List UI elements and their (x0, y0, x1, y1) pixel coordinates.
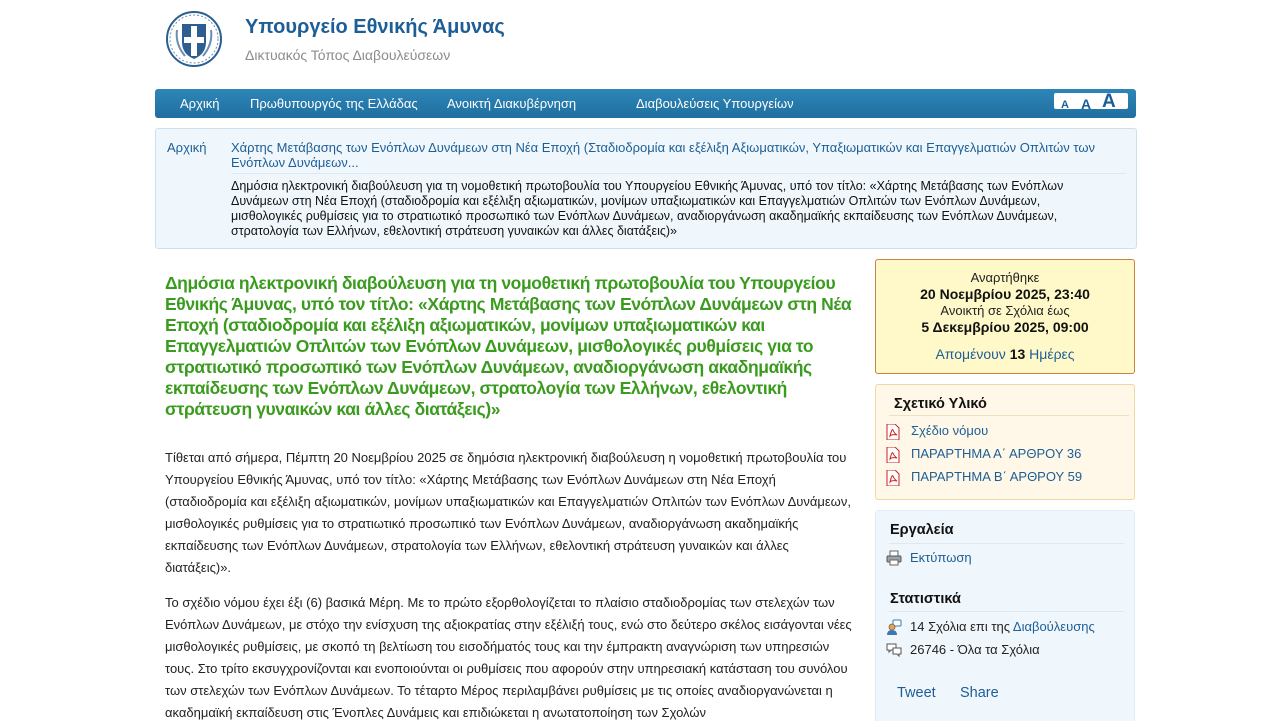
open-until-date: 5 Δεκεμβρίου 2025, 09:00 (921, 319, 1089, 335)
pdf-icon (886, 470, 900, 486)
site-header (165, 10, 1125, 70)
greek-coat-of-arms-icon[interactable] (165, 10, 223, 68)
body-paragraph: Το σχέδιο νόμου έχει έξι (6) βασικά Μέρη. Με το πρώτο εξορθολογίζεται το πλαίσιο σταδιοδρομίας των στελεχών των Ενόπλων Δυνάμεων, με στόχο την ενίσχυση της αξιοκρατίας στην εξέλιξή τους, ενώ στο δεύτερο σκέλος εισάγονται νέες μισθολογικές ρυθμίσεις, με σκοπό τη βελτίωση του εισοδήματός τους και την έμπρακτη αναγνώριση των υπηρεσιών τους. Στο τρίτο εκσυγχρονίζονται και ενοποιούνται οι ρυθμίσεις που αφορούν στην υπηρεσιακή κατάσταση του συνόλου των στελεχών των Ενόπλων Δυνάμεων. Το τέταρτο Μέρος περιλαμβάνει ρυθμίσεις με τις οποίες αναδιοργανώνεται η ακαδημαϊκή εκπαίδευση στις Ένοπλες Δυνάμεις και επιδιώκεται η ανωτατοποίηση των Σχολών (165, 595, 852, 720)
speech-bubbles-icon (886, 642, 902, 658)
breadcrumb-home-link[interactable]: Αρχική (167, 140, 207, 155)
days-remaining (876, 346, 1134, 362)
breadcrumb-divider (231, 173, 1126, 174)
consultation-comments-link[interactable]: Διαβούλευσης (1012, 619, 1095, 634)
open-until-label: Ανοικτή σε Σχόλια έως (940, 303, 1070, 318)
posted-label: Αναρτήθηκε (970, 270, 1040, 285)
font-size-selector (1054, 91, 1128, 112)
site-title[interactable]: Υπουργείο Εθνικής Άμυνας (245, 16, 505, 38)
statistics-divider (889, 611, 1124, 612)
user-comment-icon (886, 619, 902, 635)
nav-item-prime-minister[interactable]: Πρωθυπουργός της Ελλάδας (250, 96, 418, 111)
font-size-medium-button[interactable]: A (1081, 96, 1092, 112)
consultation-dates-box (875, 259, 1135, 374)
tools-divider (889, 543, 1124, 544)
body-paragraph: Τίθεται από σήμερα, Πέμπτη 20 Νοεμβρίου 2025 σε δημόσια ηλεκτρονική διαβούλευση η νομοθετική πρωτοβουλία του Υπουργείου Εθνικής Άμυνας, υπό τον τίτλο: «Χάρτης Μετάβασης των Ενόπλων Δυνάμεων στη Νέα Εποχή (σταδιοδρομία και εξέλιξη αξιωματικών, μονίμων υπαξιωματικών και Επαγγελματιών Οπλιτών των Ενόπλων Δυνάμεων, μισθολογικές ρυθμίσεις για το στρατιωτικό προσωπικό των Ενόπλων Δυνάμεων, αναδιοργάνωση ακαδημαϊκής εκπαίδευσης των Ενόπλων Δυνάμεων, στρατολογία των Ελλήνων, εθελοντική στράτευση γυναικών και άλλες διατάξεις)». (165, 450, 851, 575)
related-divider (889, 415, 1129, 416)
posted-date: 20 Νοεμβρίου 2025, 23:40 (920, 286, 1090, 302)
nav-item-open-government[interactable]: Ανοικτή Διακυβέρνηση (447, 96, 577, 111)
share-button[interactable]: Share (960, 685, 999, 701)
breadcrumb-description: Δημόσια ηλεκτρονική διαβούλευση για τη νομοθετική πρωτοβουλία του Υπουργείου Εθνικής Άμυνας, υπό τον τίτλο: «Χάρτης Μετάβασης των Ενόπλων Δυνάμεων στη Νέα Εποχή (σταδιοδρομία και εξέλιξη αξιωματικών, μονίμων υπαξιωματικών και Επαγγελματιών Οπλιτών των Ενόπλων Δυνάμεων, μισθολογικές ρυθμίσεις για το στρατιωτικό προσωπικό των Ενόπλων Δυνάμεων, αναδιοργάνωση ακαδημαϊκής εκπαίδευσης των Ενόπλων Δυνάμεων, στρατολογία των Ελλήνων, εθελοντική στράτευση γυναικών και άλλες διατάξεις)» (231, 179, 1064, 238)
main-navigation (155, 89, 1136, 118)
days-remaining-number: 13 (1009, 346, 1026, 362)
related-material-title: Σχετικό Υλικό (894, 396, 987, 412)
font-size-small-button[interactable]: A (1061, 99, 1069, 111)
pdf-icon (886, 424, 900, 440)
consultation-comments-text (910, 619, 1095, 634)
all-comments-text[interactable]: 26746 - Όλα τα Σχόλια (910, 642, 1040, 657)
printer-icon (886, 550, 902, 566)
breadcrumb-current-link[interactable]: Χάρτης Μετάβασης των Ενόπλων Δυνάμεων στη Νέα Εποχή (Σταδιοδρομία και εξέλιξη Αξιωματικών, Υπαξιωματικών και Επαγγελματιών Οπλιτών των Ενόπλων Δυνάμεων... (231, 140, 1096, 170)
tools-box (875, 510, 1135, 721)
tools-title: Εργαλεία (890, 522, 954, 538)
tweet-button[interactable]: Tweet (897, 685, 936, 701)
pdf-icon (886, 447, 900, 463)
font-size-large-button[interactable]: A (1102, 91, 1116, 112)
related-material-box (875, 384, 1135, 500)
site-subtitle: Δικτυακός Τόπος Διαβουλεύσεων (245, 47, 451, 63)
days-remaining-suffix: Ημέρες (1029, 346, 1075, 362)
comments-count: 14 Σχόλια επι της (910, 619, 1010, 634)
related-link-annex-a[interactable]: ΠΑΡΑΡΤΗΜΑ Α΄ ΑΡΘΡΟΥ 36 (911, 446, 1082, 461)
related-link-annex-b[interactable]: ΠΑΡΑΡΤΗΜΑ Β΄ ΑΡΘΡΟΥ 59 (911, 469, 1083, 484)
statistics-title: Στατιστικά (890, 591, 961, 607)
breadcrumb (155, 128, 1137, 249)
nav-item-home[interactable]: Αρχική (180, 96, 220, 111)
nav-item-ministry-consultations[interactable]: Διαβουλεύσεις Υπουργείων (636, 96, 794, 111)
related-link-draft-law[interactable]: Σχέδιο νόμου (911, 423, 989, 438)
page-title: Δημόσια ηλεκτρονική διαβούλευση για τη νομοθετική πρωτοβουλία του Υπουργείου Εθνικής Άμυνας, υπό τον τίτλο: «Χάρτης Μετάβασης των Ενόπλων Δυνάμεων στη Νέα Εποχή (σταδιοδρομία και εξέλιξη αξιωματικών, μονίμων υπαξιωματικών και Επαγγελματιών Οπλιτών των Ενόπλων Δυνάμεων, μισθολογικές ρυθμίσεις για το στρατιωτικό προσωπικό των Ενόπλων Δυνάμεων, αναδιοργάνωση ακαδημαϊκής εκπαίδευσης των Ενόπλων Δυνάμεων, στρατολογία των Ελλήνων, εθελοντική στράτευση γυναικών και άλλες διατάξεις)» (165, 273, 852, 419)
days-remaining-prefix: Απομένουν (935, 346, 1006, 362)
print-link[interactable]: Εκτύπωση (910, 550, 972, 565)
